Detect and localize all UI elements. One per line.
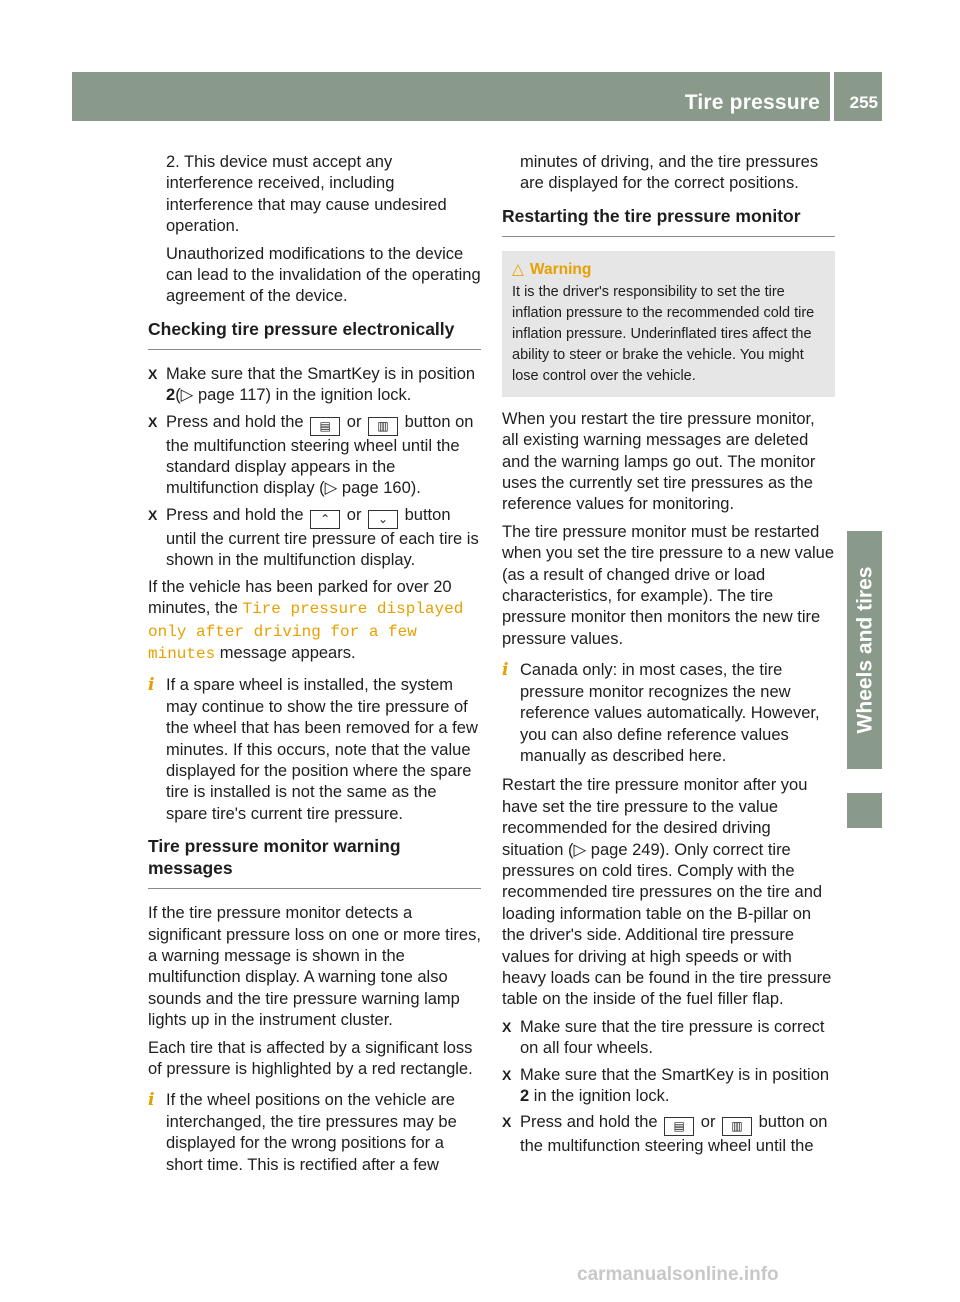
step-text: button on the multifunction steering wheel until the	[520, 1113, 828, 1156]
info-note	[502, 660, 835, 767]
left-paragraph-1: 2. This device must accept any interference received, including interference that may cause undesired operation.	[166, 153, 447, 236]
warning-title: Warning	[529, 260, 592, 278]
heading-restarting-monitor: Restarting the tire pressure monitor	[502, 205, 835, 237]
paragraph-text: If the vehicle has been parked for over 20 minutes, the	[148, 577, 452, 618]
step-text: Make sure that the SmartKey is in position	[166, 364, 476, 383]
right-paragraph-4: Restart the tire pressure monitor after you have set the tire pressure to the value recommended for the desired driving situation (▷ page 249). Only correct tire pressures on cold tires. Comply with the recommended tire pressures on the tire and loading information table on the B-pillar on the driver's side. Additional tire pressure values for driving at high speeds or with heavy loads can be found in the tire pressure table on the inside of the fuel filler flap.	[502, 776, 832, 1009]
info-icon: i	[502, 660, 509, 681]
left-column	[148, 152, 481, 1184]
list-item	[502, 1065, 835, 1108]
display-button-icon: ▤	[664, 1117, 694, 1136]
page-number: 255	[849, 93, 878, 112]
info-text: If the wheel positions on the vehicle are interchanged, the tire pressures may be displayed for the wrong positions for a short time. This is rectified after a few	[166, 1091, 457, 1174]
step-text: button on the multifunction steering wheel until the standard display appears in the multifunction display (▷ page 160).	[166, 412, 474, 498]
right-paragraph-1: minutes of driving, and the tire pressures are displayed for the correct positions.	[520, 153, 819, 193]
list-item	[148, 412, 481, 500]
step-arrow-icon: X	[502, 1018, 512, 1035]
info-text: Canada only: in most cases, the tire pressure monitor recognizes the new reference values automatically. However, you can also define reference values manually as described here.	[520, 661, 820, 765]
footer-watermark[interactable]: carmanualsonline.info	[577, 1264, 779, 1285]
display-message: Tire pressure displayed only after driving for a few minutes	[148, 600, 464, 663]
list-item	[148, 364, 481, 407]
header-bar	[72, 72, 882, 121]
back-button-icon: ▥	[722, 1117, 752, 1136]
left-paragraph-2: Unauthorized modifications to the device can lead to the invalidation of the operating agreement of the device.	[166, 244, 481, 306]
right-paragraph-3: The tire pressure monitor must be restarted when you set the tire pressure to a new value (as a result of changed drive or load characteristics, for example). The tire pressure monitor then monitors the new tire pressure values.	[502, 522, 835, 648]
info-note	[148, 1090, 481, 1176]
paragraph-text: message appears.	[215, 643, 356, 662]
step-text: Make sure that the tire pressure is correct on all four wheels.	[520, 1017, 825, 1058]
section-side-tab	[847, 531, 882, 769]
display-button-icon: ▤	[310, 417, 340, 436]
step-arrow-icon: X	[502, 1066, 512, 1083]
warning-header	[512, 259, 827, 280]
right-paragraph-2: When you restart the tire pressure monitor, all existing warning messages are deleted and the warning lamps go out. The monitor uses the currently set tire pressures as the reference values for monitoring.	[502, 409, 816, 514]
step-arrow-icon: X	[148, 413, 158, 430]
warning-text: It is the driver's responsibility to set the tire inflation pressure to the recommended cold tire inflation pressure. Underinflated tires affect the ability to steer or brake the vehicle. You might lose control over the vehicle.	[512, 283, 815, 384]
down-button-icon: ⌄	[368, 510, 398, 529]
list-item	[148, 505, 481, 572]
heading-checking-tire-pressure: Checking tire pressure electronically	[148, 318, 481, 350]
step-text: or	[696, 1113, 721, 1132]
step-text: or	[342, 412, 367, 431]
step-text: or	[342, 505, 367, 524]
left-paragraph-5: Each tire that is affected by a significant loss of pressure is highlighted by a red rectangle.	[148, 1038, 473, 1078]
side-marker	[847, 793, 882, 828]
back-button-icon: ▥	[368, 417, 398, 436]
warning-box	[502, 251, 835, 397]
info-note	[148, 675, 481, 825]
left-paragraph-4: If the tire pressure monitor detects a significant pressure loss on one or more tires, a warning message is shown in the multifunction display. A warning tone also sounds and the tire pressure warning lamp lights up in the instrument cluster.	[148, 904, 481, 1030]
warning-triangle-icon: △	[512, 260, 524, 278]
step-bold: 2	[166, 386, 176, 405]
info-icon: i	[148, 1090, 155, 1111]
step-arrow-icon: X	[148, 365, 158, 382]
step-arrow-icon: X	[502, 1114, 512, 1131]
step-bold: 2	[520, 1087, 530, 1105]
step-text: Press and hold the	[166, 412, 309, 431]
step-text: Press and hold the	[166, 505, 309, 524]
right-column	[502, 152, 835, 1163]
heading-warning-messages: Tire pressure monitor warning messages	[148, 835, 481, 889]
info-icon: i	[148, 675, 155, 696]
step-text: Press and hold the	[520, 1113, 663, 1132]
header-divider	[830, 72, 834, 121]
step-arrow-icon: X	[148, 506, 158, 523]
up-button-icon: ⌃	[310, 510, 340, 529]
step-text: button until the current tire pressure of each tire is shown in the multifunction display.	[166, 505, 479, 570]
left-paragraph-3	[148, 577, 481, 666]
list-item	[502, 1017, 835, 1060]
section-side-tab-label: Wheels and tires	[852, 566, 876, 734]
step-text: in the ignition lock.	[529, 1087, 670, 1105]
page-reference: (▷ page 117) in the ignition lock.	[175, 386, 412, 405]
page-title: Tire pressure	[684, 91, 820, 114]
list-item	[502, 1112, 835, 1157]
info-text: If a spare wheel is installed, the system may continue to show the tire pressure of the wheel that has been removed for a few minutes. If this occurs, note that the value displayed for the position where the spare tire is installed is not the same as the spare tire's current tire pressure.	[166, 676, 478, 823]
step-text: Make sure that the SmartKey is in position	[520, 1065, 830, 1084]
